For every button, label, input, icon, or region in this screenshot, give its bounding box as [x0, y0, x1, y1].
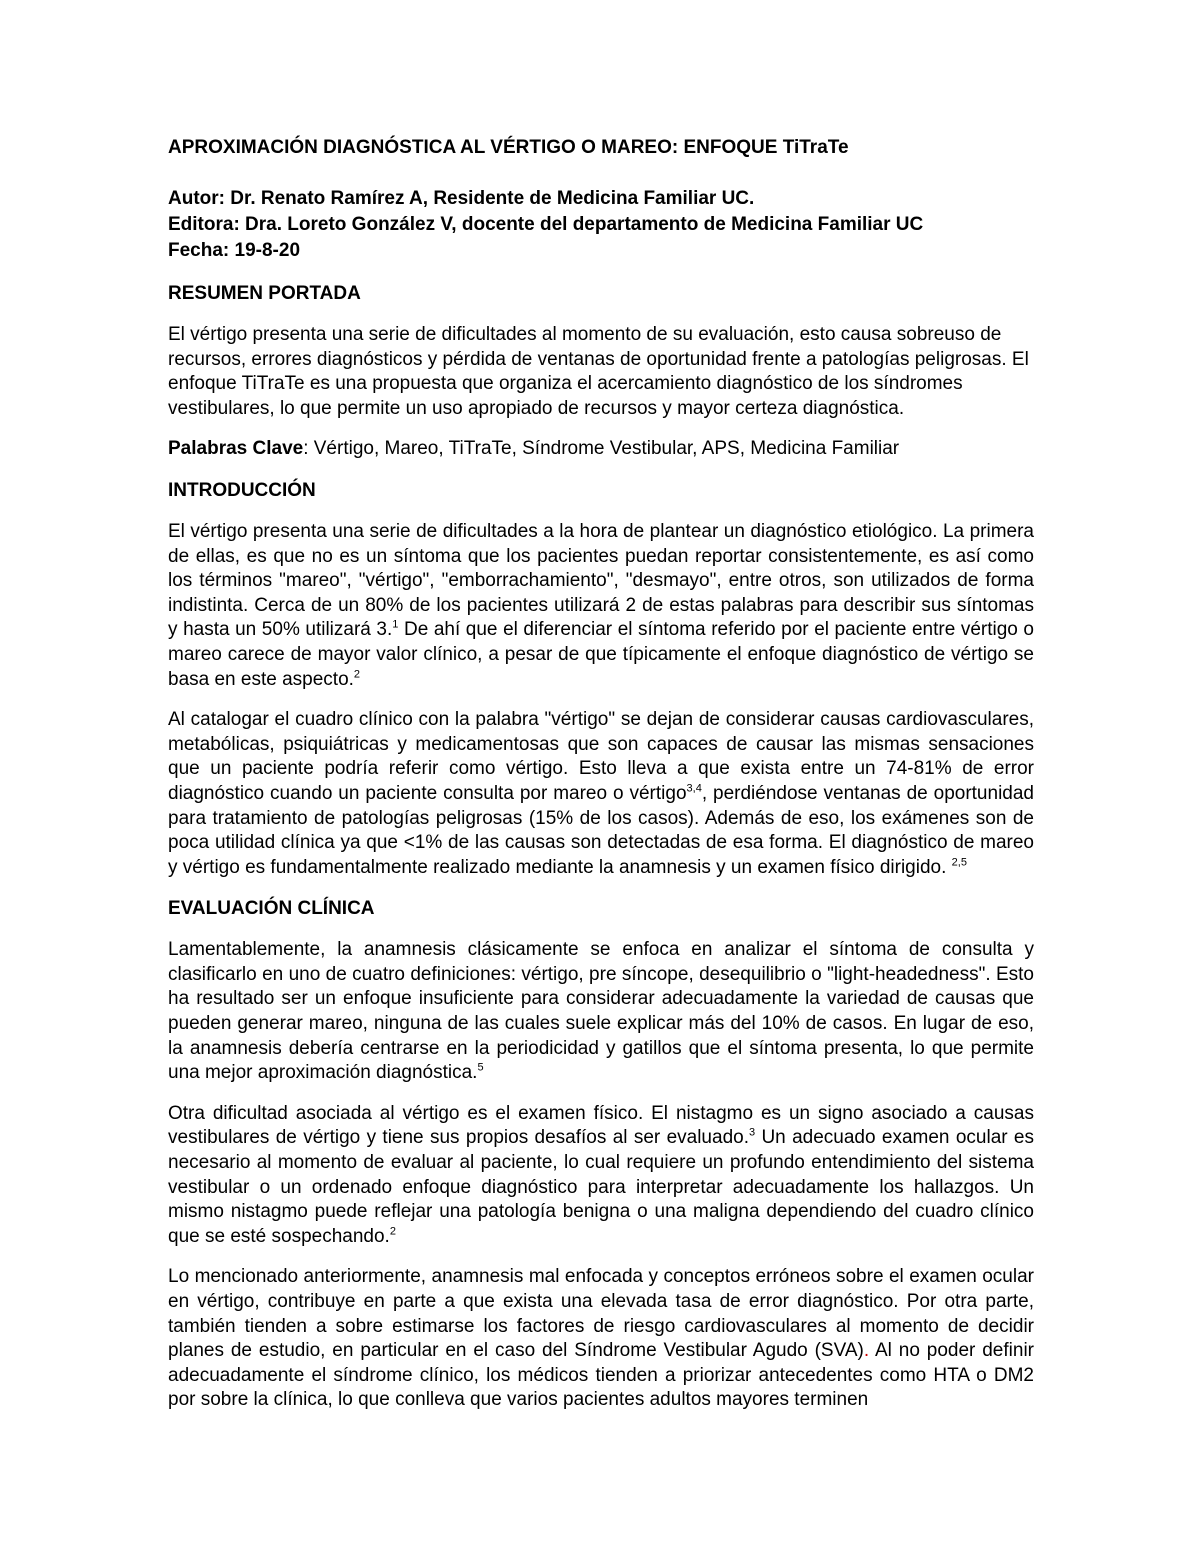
- citation: 3: [748, 1127, 756, 1140]
- editor-line: Editora: Dra. Loreto González V, docente del departamento de Medicina Familiar UC: [168, 214, 924, 235]
- citation: 2: [389, 1225, 396, 1238]
- citation: 5: [477, 1061, 484, 1074]
- paragraph-text: Lamentablemente, la anamnesis clásicamente se enfoca en analizar el síntoma de consulta y clasificarlo en uno de cuatro definiciones: vértigo, pre síncope, desequilibrio o "light-headedness". Esto ha resultado ser un enfoque insuficiente para considerar adecuadamente la variedad de causas que pueden generar mareo, ninguna de las cuales suele explicar más del 10% de casos. En lugar de eso, la anamnesis debería centrarse en la periodicidad y gatillos que el síntoma presenta, lo que permite una mejor aproximación diagnóstica.: [168, 939, 1034, 1084]
- paragraph-text: El vértigo presenta una serie de dificultades a la hora de plantear un diagnóstico etiológico. La primera de ellas, es que no es un síntoma que los pacientes puedan reportar consistentemente, es así como los términos "mareo", "vértigo", "emborrachamiento", "desmayo", entre otros, son utilizados de forma indistinta. Cerca de un 80% de los pacientes utilizará 2 de estas palabras para describir sus síntomas y hasta un 50% utilizará 3.: [168, 520, 1034, 641]
- evaluacion-paragraph-3: [168, 1265, 1034, 1413]
- date-line: Fecha: 19-8-20: [168, 240, 301, 261]
- resumen-paragraph: El vértigo presenta una serie de dificultades al momento de su evaluación, esto causa sobreuso de recursos, errores diagnósticos y pérdida de ventanas de oportunidad frente a patologías peligrosas. El enfoque TiTraTe es una propuesta que organiza el acercamiento diagnóstico de los síndromes vestibulares, lo que permite un uso apropiado de recursos y mayor certeza diagnóstica.: [168, 324, 1029, 419]
- citation: 3,4: [686, 782, 702, 795]
- document-title: APROXIMACIÓN DIAGNÓSTICA AL VÉRTIGO O MAREO: ENFOQUE TiTraTe: [168, 137, 849, 158]
- paragraph-text: Al no poder definir adecuadamente el síndrome clínico, los médicos tienden a priorizar antecedentes como HTA o DM2 por sobre la clínica, lo que conlleva que varios pacientes adultos mayores terminen: [168, 1340, 1034, 1411]
- document-meta: [168, 186, 1034, 264]
- paragraph-text: Al catalogar el cuadro clínico con la palabra "vértigo" se dejan de considerar causas cardiovasculares, metabólicas, psiquiátricas y medicamentosas que son capaces de causar las mismas sensaciones que un paciente podría referir como vértigo. Esto lleva a que exista entre un 74-81% de error diagnóstico cuando un paciente consulta por mareo o vértigo: [168, 709, 1034, 804]
- citation: 2: [353, 668, 361, 681]
- introduccion-paragraph-1: [168, 520, 1034, 692]
- evaluacion-paragraph-1: [168, 938, 1034, 1086]
- citation: 1: [392, 619, 399, 632]
- highlighted-period: .: [863, 1340, 870, 1362]
- paragraph-text: Otra dificultad asociada al vértigo es el examen físico. El nistagmo es un signo asociado a causas vestibulares de vértigo y tiene sus propios desafíos al ser evaluado.: [168, 1102, 1034, 1149]
- resumen-heading: RESUMEN PORTADA: [168, 283, 361, 304]
- citation: 2,5: [951, 856, 967, 869]
- keywords-label: Palabras Clave: [168, 438, 304, 460]
- paragraph-text: , perdiéndose ventanas de oportunidad para tratamiento de patologías peligrosas (15% de los casos). Además de eso, los exámenes son de poca utilidad clínica ya que <1% de las causas son detectadas de esa forma. El diagnóstico de mareo y vértigo es fundamentalmente realizado mediante la anamnesis y un examen físico dirigido.: [168, 782, 1034, 878]
- evaluacion-heading: EVALUACIÓN CLÍNICA: [168, 898, 375, 920]
- evaluacion-paragraph-2: [168, 1102, 1034, 1250]
- paragraph-text: De ahí que el diferenciar el síntoma referido por el paciente entre vértigo o mareo carece de mayor valor clínico, a pesar de que típicamente el enfoque diagnóstico de vértigo se basa en este aspecto.: [168, 619, 1034, 690]
- introduccion-heading: INTRODUCCIÓN: [168, 479, 316, 501]
- keywords-list: : Vértigo, Mareo, TiTraTe, Síndrome Vestibular, APS, Medicina Familiar: [303, 438, 900, 460]
- introduccion-paragraph-2: [168, 708, 1034, 880]
- keywords-line: [168, 437, 1034, 462]
- paragraph-text: Lo mencionado anteriormente, anamnesis mal enfocada y conceptos erróneos sobre el examen ocular en vértigo, contribuye en parte a que exista una elevada tasa de error diagnóstico. Por otra parte, también tienden a sobre estimarse los factores de riesgo cardiovasculares al momento de decidir planes de estudio, en particular en el caso del Síndrome Vestibular Agudo (SVA): [168, 1266, 1034, 1362]
- paragraph-text: Un adecuado examen ocular es necesario al momento de evaluar al paciente, lo cual requiere un profundo entendimiento del sistema vestibular o un ordenado enfoque diagnóstico para interpretar adecuadamente los hallazgos. Un mismo nistagmo puede reflejar una patología benigna o una maligna dependiendo del cuadro clínico que se esté sospechando.: [168, 1127, 1034, 1247]
- author-line: Autor: Dr. Renato Ramírez A, Residente de Medicina Familiar UC.: [168, 188, 755, 209]
- document-page: [168, 135, 1034, 1429]
